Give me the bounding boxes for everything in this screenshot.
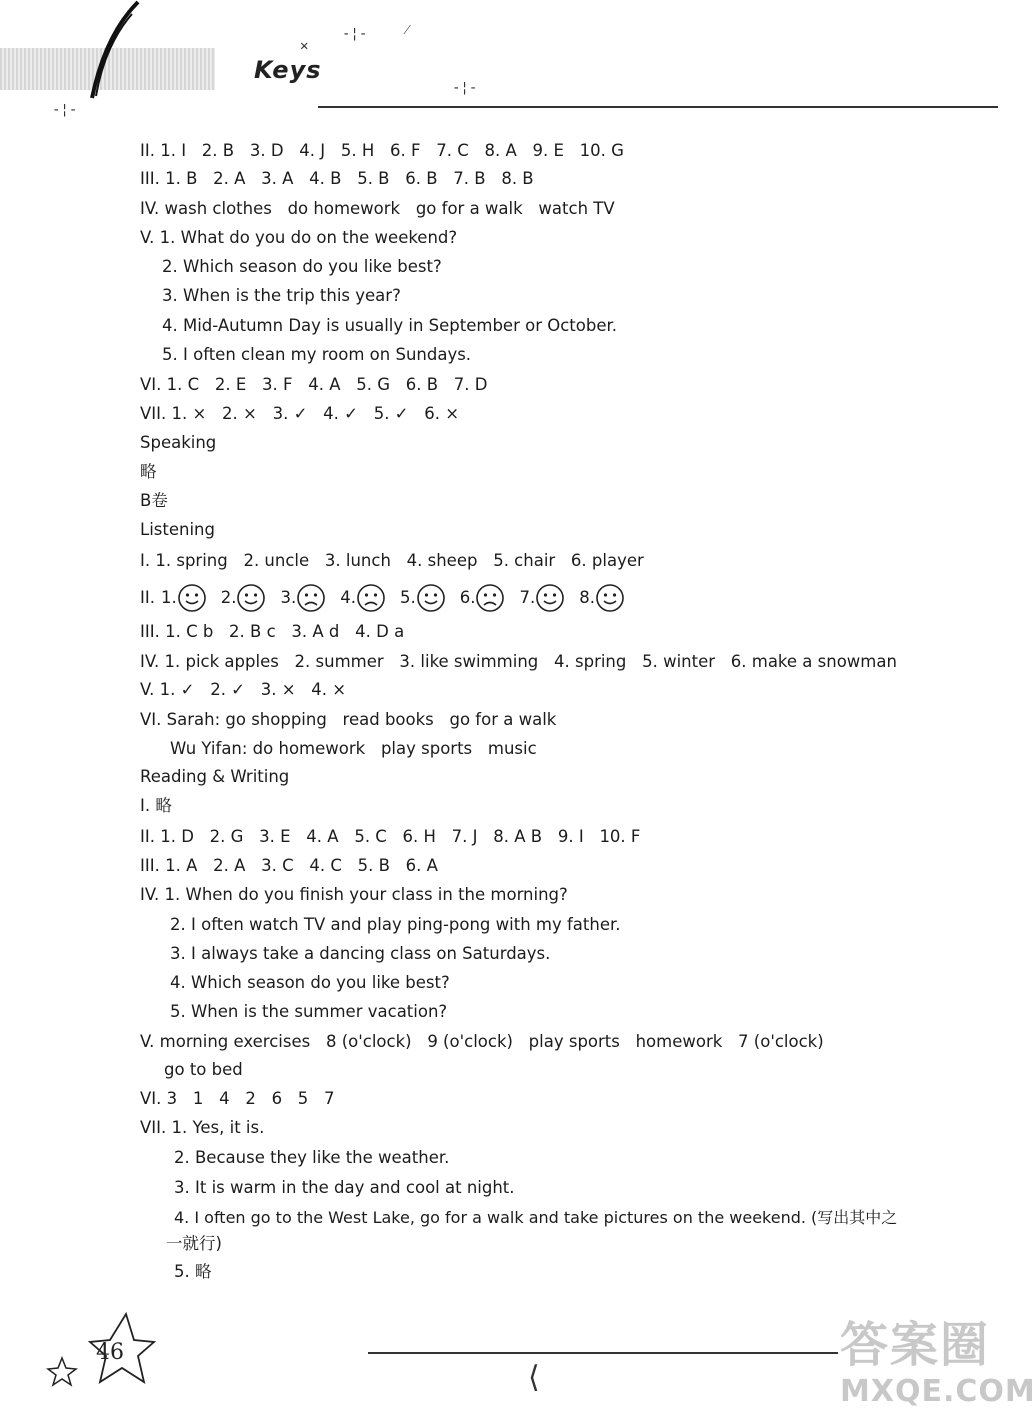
answer-line: 2. Which season do you like best? xyxy=(162,257,442,276)
watermark xyxy=(840,1317,1036,1424)
answer-line: IV. 1. pick apples 2. summer 3. like swimming 4. spring 5. winter 6. make a snowman xyxy=(140,652,897,671)
sparkle-icon: -¦- xyxy=(342,26,368,42)
answer-line: V. 1. What do you do on the weekend? xyxy=(140,228,458,247)
question-label: II. xyxy=(140,588,155,607)
page-title: Keys xyxy=(254,56,322,84)
smiley-item xyxy=(280,583,326,613)
answer-line: 3. When is the trip this year? xyxy=(162,286,401,305)
answer-line: VII. 1. × 2. × 3. ✓ 4. ✓ 5. ✓ 6. × xyxy=(140,404,460,423)
answer-line: IV. 1. When do you finish your class in the morning? xyxy=(140,885,568,904)
item-number: 1. xyxy=(160,588,177,607)
answer-line: go to bed xyxy=(164,1060,243,1079)
sad-face-icon xyxy=(356,583,386,613)
happy-face-icon xyxy=(177,583,207,613)
smiley-item xyxy=(460,583,506,613)
answer-line: VI. Sarah: go shopping read books go for a walk xyxy=(140,710,557,729)
item-number: 7. xyxy=(519,588,536,607)
answer-line: I. 1. spring 2. uncle 3. lunch 4. sheep 5. chair 6. player xyxy=(140,551,644,570)
answer-line: 2. Because they like the weather. xyxy=(174,1148,450,1167)
sad-face-icon xyxy=(296,583,326,613)
answer-line: 3. I always take a dancing class on Saturdays. xyxy=(170,944,551,963)
answer-line: 2. I often watch TV and play ping-pong with my father. xyxy=(170,915,621,934)
answer-line: VI. 1. C 2. E 3. F 4. A 5. G 6. B 7. D xyxy=(140,375,488,394)
smiley-answer-row xyxy=(140,583,633,613)
smiley-item xyxy=(221,583,267,613)
answer-line: III. 1. C b 2. B c 3. A d 4. D a xyxy=(140,622,405,641)
answer-line: 4. Mid-Autumn Day is usually in September or October. xyxy=(162,316,617,335)
happy-face-icon xyxy=(416,583,446,613)
page-number: 46 xyxy=(96,1340,124,1365)
section-heading: Speaking xyxy=(140,433,217,452)
answer-line: II. 1. D 2. G 3. E 4. A 5. C 6. H 7. J 8. A B 9. I 10. F xyxy=(140,827,641,846)
answer-line: V. 1. ✓ 2. ✓ 3. × 4. × xyxy=(140,680,347,699)
answer-line: V. morning exercises 8 (o'clock) 9 (o'clock) play sports homework 7 (o'clock) xyxy=(140,1032,824,1051)
smiley-item xyxy=(579,583,625,613)
answer-line: 略 xyxy=(140,462,157,481)
answer-line: IV. wash clothes do homework go for a walk watch TV xyxy=(140,199,615,218)
item-number: 5. xyxy=(399,588,416,607)
sad-face-icon xyxy=(475,583,505,613)
sparkle-icon: ⟨ xyxy=(528,1360,540,1395)
footer-rule xyxy=(368,1352,838,1354)
answer-line: VII. 1. Yes, it is. xyxy=(140,1118,265,1137)
happy-face-icon xyxy=(236,583,266,613)
section-heading: Listening xyxy=(140,520,215,539)
answer-line: 5. I often clean my room on Sundays. xyxy=(162,345,472,364)
section-heading: B卷 xyxy=(140,491,168,510)
happy-face-icon xyxy=(595,583,625,613)
sparkle-icon: ✕ xyxy=(300,38,309,54)
answer-line: III. 1. A 2. A 3. C 4. C 5. B 6. A xyxy=(140,856,438,875)
sparkle-icon: -¦- xyxy=(52,102,78,118)
section-heading: Reading & Writing xyxy=(140,767,290,786)
answer-line: 4. I often go to the West Lake, go for a walk and take pictures on the weekend. (写出其中之 xyxy=(174,1208,898,1227)
answer-line: 4. Which season do you like best? xyxy=(170,973,450,992)
answer-line: III. 1. B 2. A 3. A 4. B 5. B 6. B 7. B 8. B xyxy=(140,169,534,188)
item-number: 3. xyxy=(280,588,297,607)
smiley-item xyxy=(161,583,207,613)
watermark-url: MXQE.COM xyxy=(840,1374,1036,1409)
answer-line: 5. 略 xyxy=(174,1262,212,1281)
answer-line: II. 1. I 2. B 3. D 4. J 5. H 6. F 7. C 8. A 9. E 10. G xyxy=(140,141,624,160)
sparkle-icon: -¦- xyxy=(452,80,478,96)
answer-line: Wu Yifan: do homework play sports music xyxy=(170,739,537,758)
smiley-item xyxy=(400,583,446,613)
answer-line: 一就行) xyxy=(166,1234,222,1253)
smiley-item xyxy=(340,583,386,613)
answer-line: VI. 3 1 4 2 6 5 7 xyxy=(140,1089,335,1108)
sparkle-icon: ⁄ xyxy=(406,22,409,38)
happy-face-icon xyxy=(535,583,565,613)
answer-line: 3. It is warm in the day and cool at night. xyxy=(174,1178,515,1197)
header-rule xyxy=(318,106,998,108)
answer-line: 5. When is the summer vacation? xyxy=(170,1002,448,1021)
answer-line: I. 略 xyxy=(140,796,172,815)
item-number: 4. xyxy=(340,588,356,607)
smiley-item xyxy=(519,583,565,613)
item-number: 6. xyxy=(459,588,476,607)
item-number: 2. xyxy=(220,588,237,607)
watermark-logo-text: 答案圈 xyxy=(840,1317,991,1373)
item-number: 8. xyxy=(579,588,595,607)
swoosh-icon xyxy=(80,0,150,100)
